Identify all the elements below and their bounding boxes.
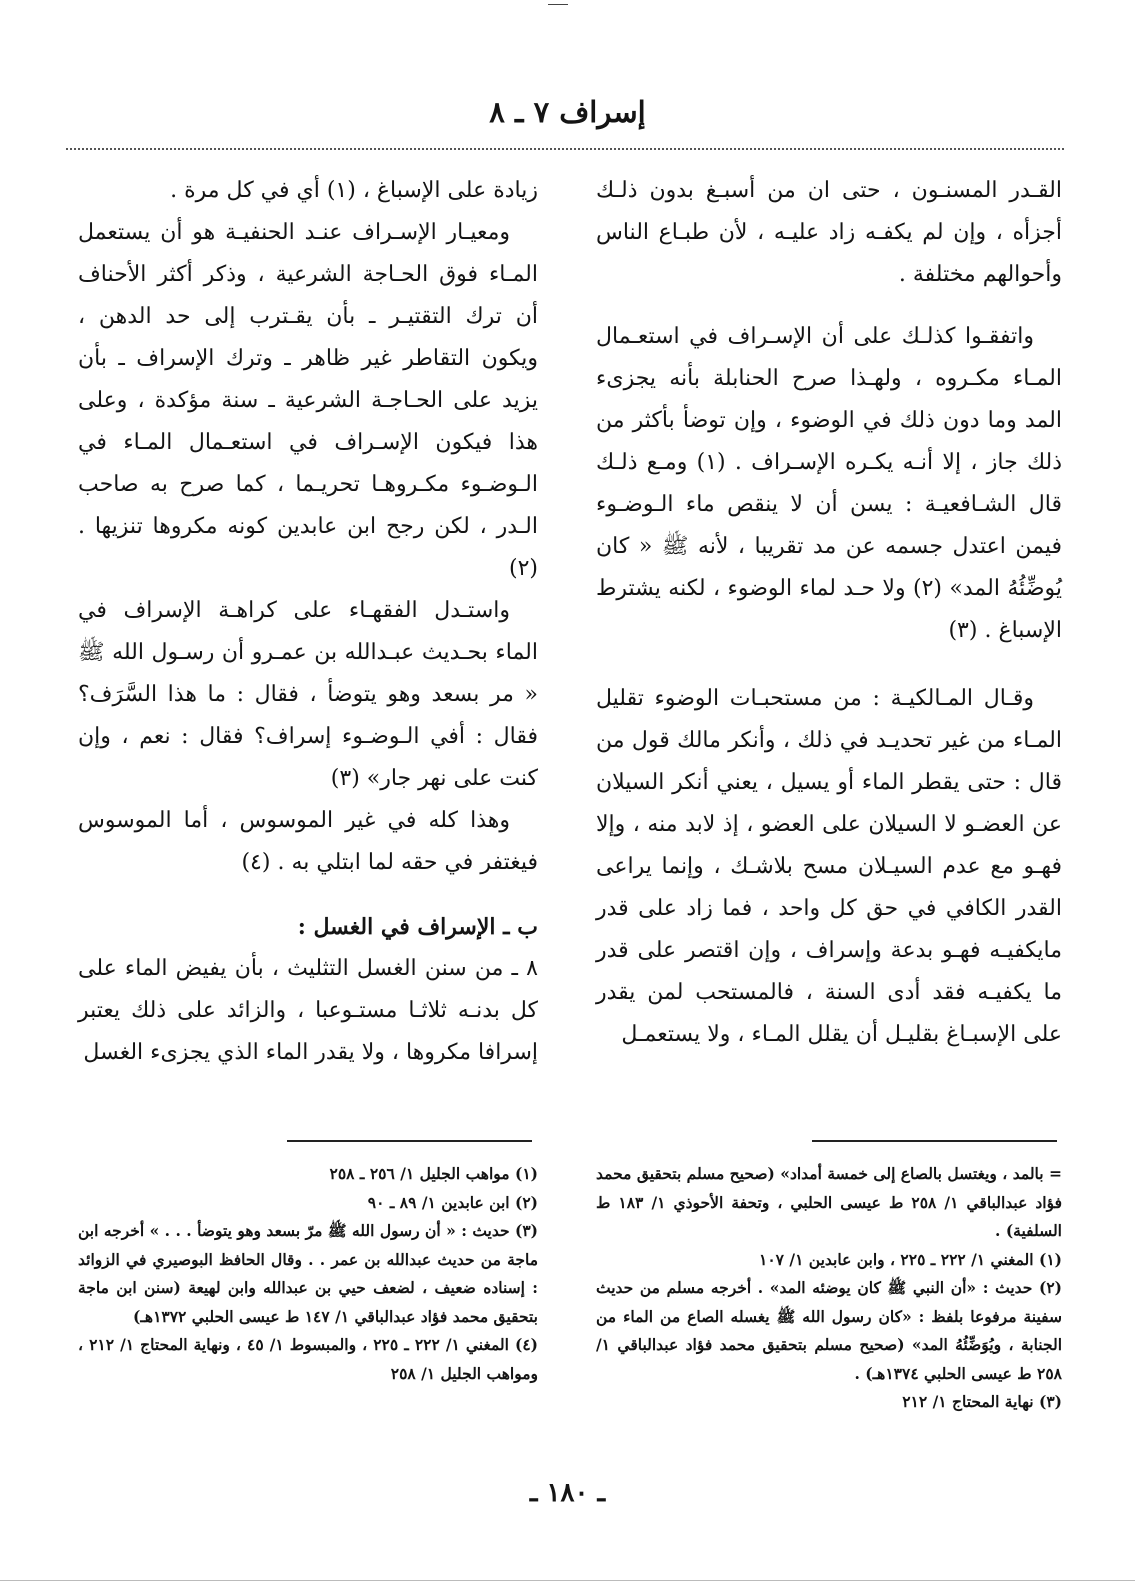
left-text-column [78,170,538,1074]
paragraph: ٨ ـ من سنن الغسل التثليث ، بأن يفيض الماء على كل بدنـه ثلاثـا مستـوعبا ، والزائد على ذلك يعتبر إسرافا مكروها ، ولا يقدر الماء الذي يجزىء الغسل [78,956,538,1065]
page-number: ـ ١٨٠ ـ [529,1478,606,1508]
top-rule [548,4,568,5]
header-dotted-divider [66,148,1064,150]
footnote: (٣) نهاية المحتاج ١/ ٢١٢ [902,1392,1062,1411]
footnotes-left [78,1160,538,1388]
paragraph: واتفقـوا كذلـك على أن الإسـراف في استعـمال المـاء مكـروه ، ولهـذا صرح الحنابلة بأنه يجزىء المد وما دون ذلك في الوضوء ، وإن توضأ بأكثر من ذلك جاز ، إلا أنـه يكـره الإسـراف . (١) ومـع ذلـك قال الشـافعيـة : يسن أن لا ينقص ماء الـوضـوء فيمن اعتدل جسمه عن مد تقريبا ، لأنه ﷺ « كان يُوضِّئُهُ المد» (٢) ولا حـد لماء الوضوء ، لكنه يشترط الإسباغ . (٣) [596,324,1062,643]
bottom-rule [0,1580,1135,1581]
section-subheading: ب ـ الإسراف في الغسل : [297,914,538,940]
footnote: (١) مواهب الجليل ١/ ٢٥٦ ـ ٢٥٨ [329,1164,538,1183]
paragraph: القـدر المسنـون ، حتى ان من أسبـغ بدون ذلـك أجزأه ، وإن لم يكفـه زاد عليـه ، لأن طبـاع الناس وأحوالهم مختلفة . [596,178,1062,287]
right-text-column [596,170,1062,1056]
footnote: (١) المغني ١/ ٢٢٢ ـ ٢٢٥ ، وابن عابدين ١/ ١٠٧ [759,1249,1062,1269]
footnotes-right [596,1160,1062,1417]
footnote-separator-left [287,1140,532,1142]
footnote: (٣) حديث : « أن رسول الله ﷺ مرّ بسعد وهو يتوضأ . . . » أخرجه ابن ماجة من حديث عبدالله بن عمر . . وقال الحافظ البوصيري في الزوائد : إسناده ضعيف ، لضعف حيي بن عبدالله وابن لهيعة (سنن ابن ماجة بتحقيق محمد فؤاد عبدالباقي ١/ ١٤٧ ط عيسى الحلبي ١٣٧٢هـ) [78,1221,538,1326]
paragraph: زيادة على الإسباغ ، (١) أي في كل مرة . [170,178,538,203]
paragraph: واستـدل الفقهـاء على كراهـة الإسراف في الماء بحـديث عبـدالله بن عمـرو أن رسـول الله ﷺ « مر بسعد وهو يتوضأ ، فقال : ما هذا السَّرَف؟ فقال : أفي الـوضـوء إسراف؟ فقال : نعم ، وإن كنت على نهر جار» (٣) [78,598,538,791]
footnote: (٢) ابن عابدين ١/ ٨٩ ـ ٩٠ [367,1192,538,1212]
footnote: (٢) حديث : «أن النبي ﷺ كان يوضئه المد» . أخرجه مسلم من حديث سفينة مرفوعا بلفظ : «كان رسول الله ﷺ يغسله الصاع من الماء من الجنابة ، ويُوَضِّئُهُ المد» (صحيح مسلم بتحقيق محمد فؤاد عبدالباقي ١/ ٢٥٨ ط عيسى الحلبي ١٣٧٤هـ) . [596,1278,1062,1383]
footnote-separator-right [812,1140,1057,1142]
paragraph: ومعيـار الإسـراف عنـد الحنفيـة هو أن يستعمل المـاء فوق الحـاجة الشرعية ، وذكر أكثر الأحناف أن ترك التقتيـر ـ بأن يقـترب إلى حد الدهن ، ويكون التقاطر غير ظاهر ـ وترك الإسراف ـ بأن يزيد على الحـاجـة الشرعية ـ سنة مؤكدة ، وعلى هذا فيكون الإسـراف في استعـمال المـاء في الـوضـوء مكـروهـا تحريـما ، كما صرح به صاحب الـدر ، لكن رجح ابن عابدين كونه مكروها تنزيها . (٢) [78,220,538,581]
paragraph: وهذا كله في غير الموسوس ، أما الموسوس فيغتفر في حقه لما ابتلي به . (٤) [78,808,538,875]
page-header-title: إسراف ٧ ـ ٨ [489,95,646,129]
footnote: (٤) المغني ١/ ٢٢٢ ـ ٢٢٥ ، والمبسوط ١/ ٤٥ ، ونهاية المحتاج ١/ ٢١٢ ، ومواهب الجليل ١/ ٢٥٨ [78,1335,539,1383]
paragraph: وقـال المـالكيـة : من مستحبـات الوضوء تقليل المـاء من غير تحديـد في ذلك ، وأنكر مالك قول من قال : حتى يقطر الماء أو يسيل ، يعني أنكر السيلان عن العضـو لا السيلان على العضو ، إذ لابد منه ، وإلا فهـو مع عدم السيـلان مسح بلاشـك ، وإنما يراعى القدر الكافي في حق كل واحد ، فما زاد على قدر مايكفيـه فهـو بدعة وإسراف ، وإن اقتصر على قدر ما يكفيـه فقد أدى السنة ، فالمستحب لمن يقدر على الإسبـاغ بقليـل أن يقلل المـاء ، ولا يستعمـل [596,686,1062,1047]
footnote: = بالمد ، ويغتسل بالصاع إلى خمسة أمداد» (صحيح مسلم بتحقيق محمد فؤاد عبدالباقي ١/ ٢٥٨ ط عيسى الحلبي ، وتحفة الأحوذي ١/ ١٨٣ ط السلفية) . [596,1164,1063,1240]
